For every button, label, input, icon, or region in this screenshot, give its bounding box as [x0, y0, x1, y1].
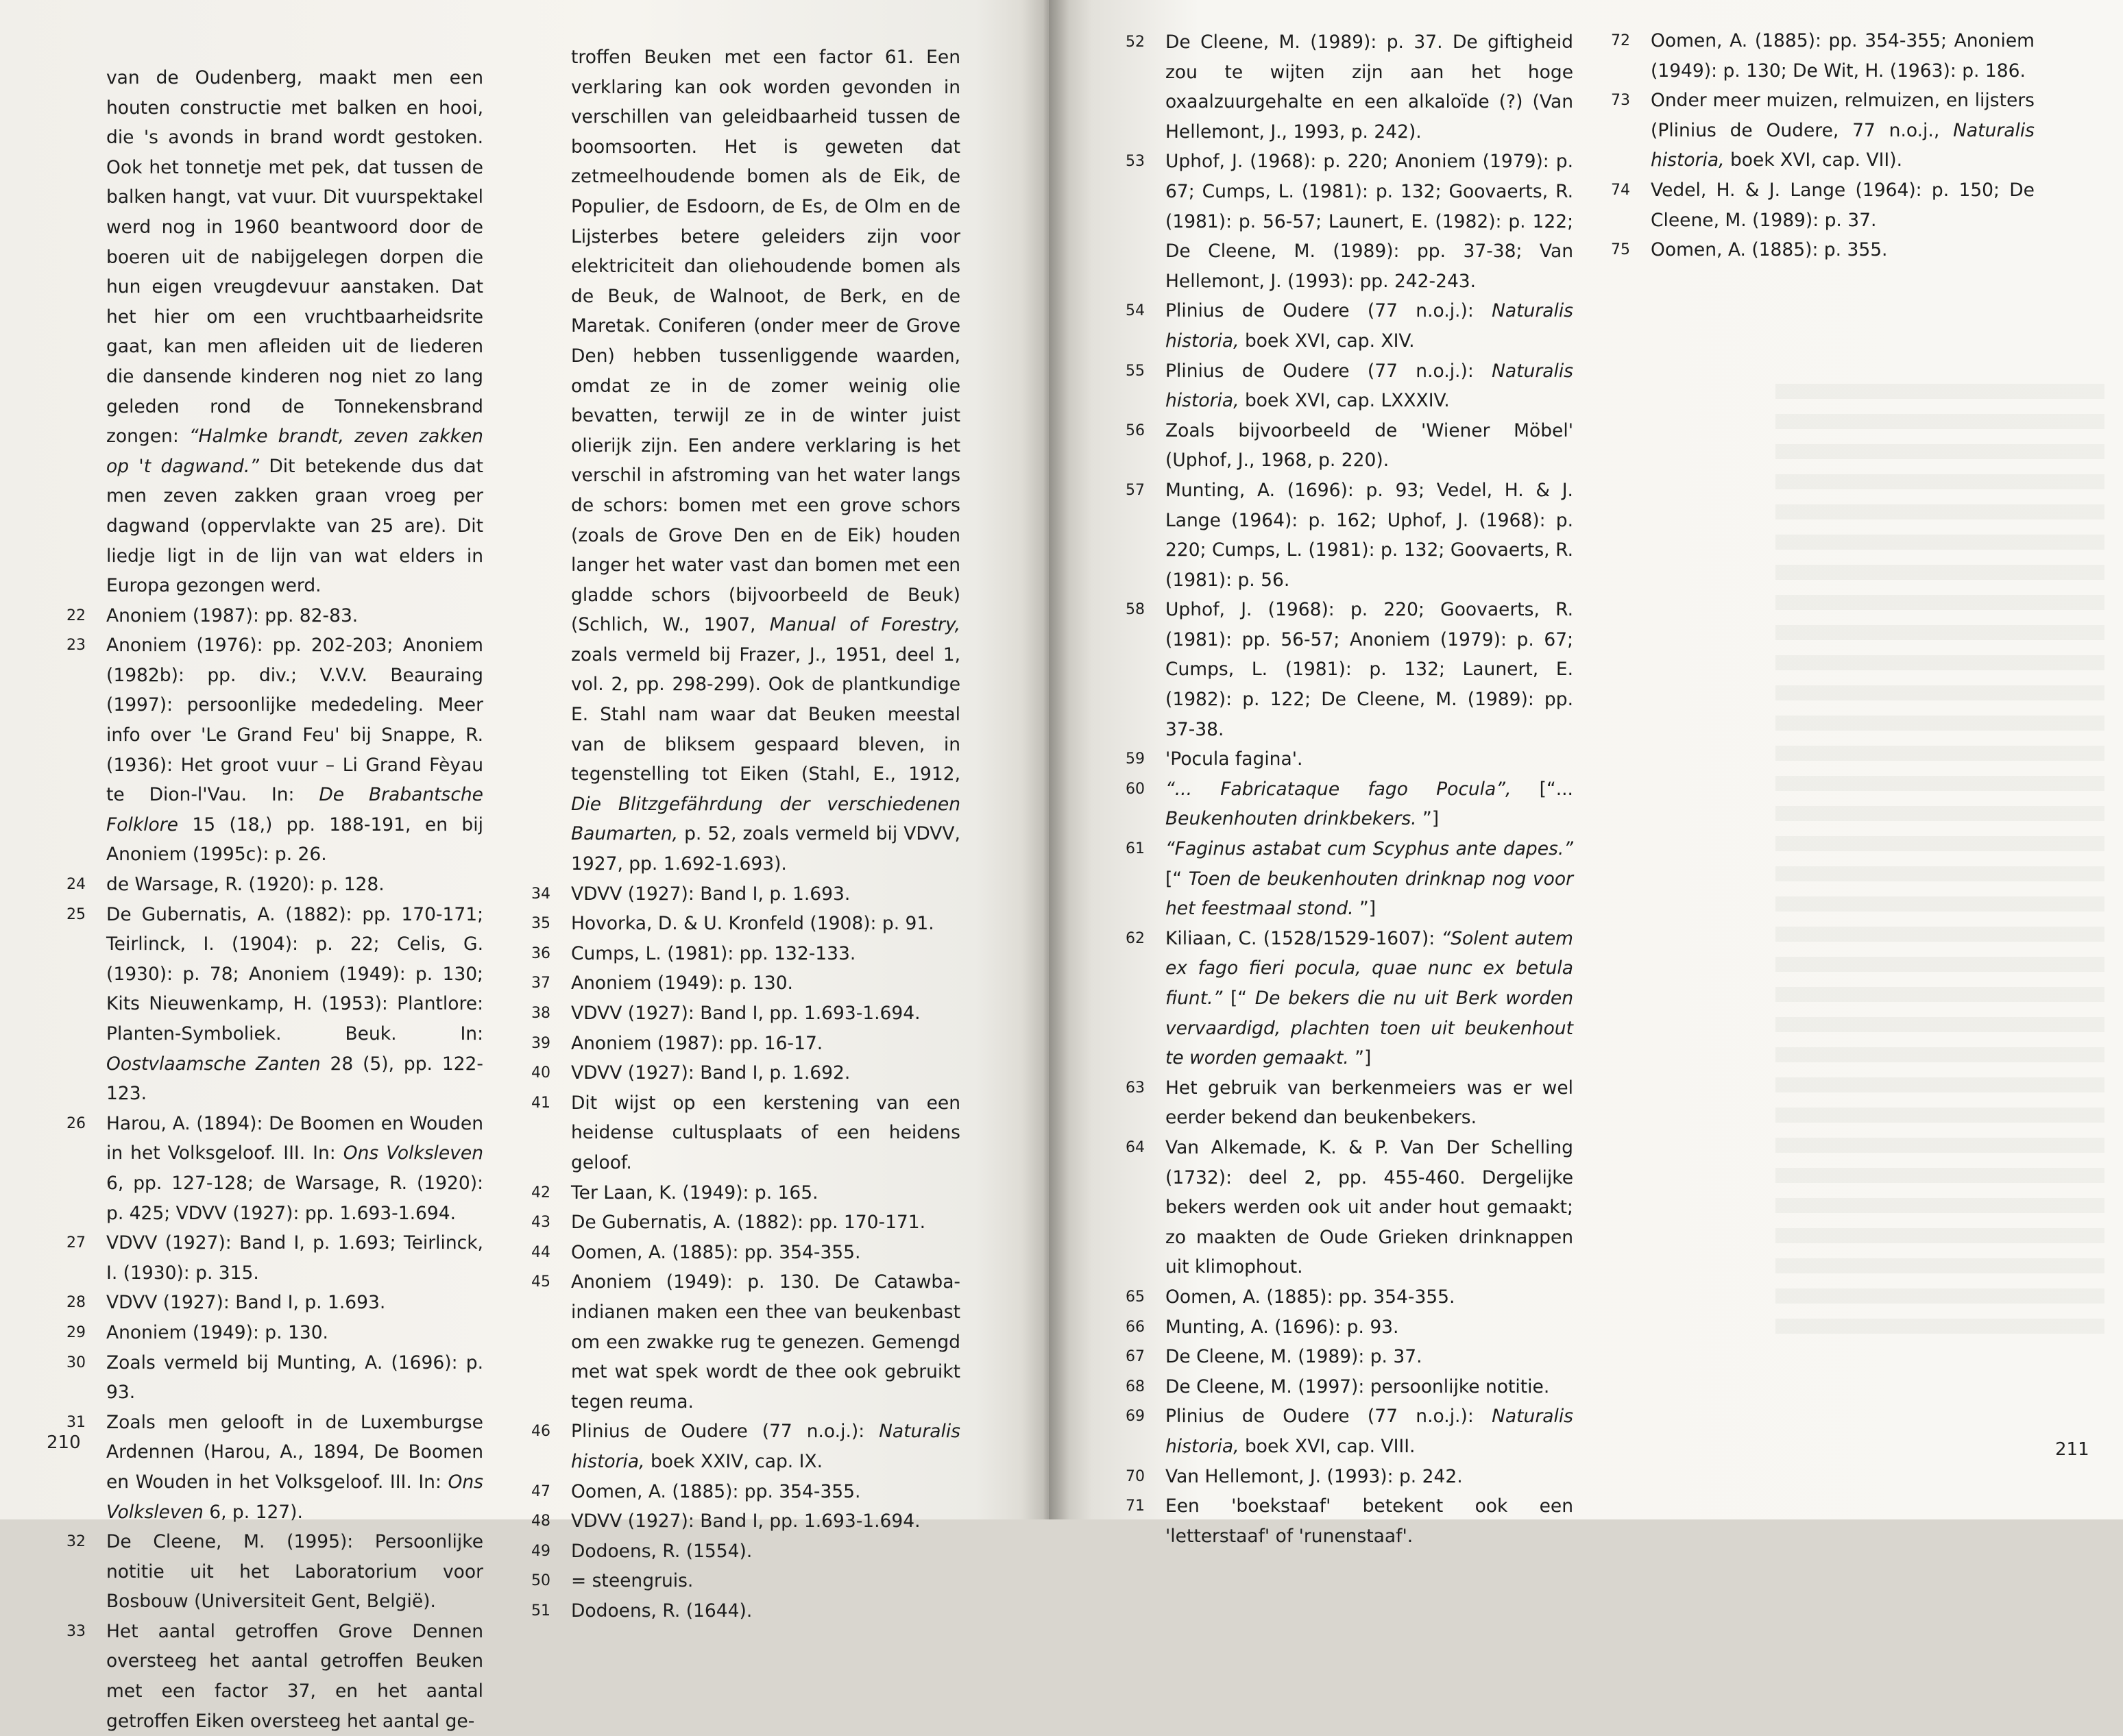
- footnote-text: [1651, 175, 2035, 235]
- body-paragraph-continued: [571, 42, 960, 879]
- footnote-text: [571, 1596, 960, 1626]
- footnote-number: 56: [1126, 421, 1145, 439]
- footnote-68: [1126, 1372, 1573, 1402]
- footnote-number: 74: [1611, 181, 1630, 199]
- footnote-54: [1126, 296, 1573, 356]
- footnote-text: [1165, 1462, 1573, 1492]
- footnote-number: 31: [66, 1413, 86, 1431]
- footnote-segment: = steengruis.: [571, 1570, 694, 1592]
- footnote-segment: Het gebruik van berkenmeiers was er wel eerder bekend dan beukenbekers.: [1165, 1077, 1573, 1129]
- footnote-segment: boek XVI, cap. XIV.: [1244, 330, 1415, 352]
- footnote-segment: Dit wijst op een kerstening van een heidense cultusplaats of een heidens geloof.: [571, 1092, 960, 1173]
- body-text: van de Oudenberg, maakt men een houten constructie met balken en hooi, die 's avonds in brand wordt gestoken. Ook het tonnetje met pek, dat tussen de balken hangt, vat vuur. Dit vuurspektakel werd nog in 1960 beantwoord door de boeren uit de nabijgelegen dorpen die hun eigen vreugdevuur aanstaken. Dat het hier om een vruchtbaarheidsrite gaat, kan men afleiden uit de liederen die dansende kinderen nog niet zo lang geleden rond de Tonnekensbrand zongen:: [106, 67, 483, 448]
- footnote-number: 72: [1611, 32, 1630, 49]
- footnote-62: [1126, 924, 1573, 1073]
- footnote-number: 29: [66, 1323, 86, 1341]
- footnote-33: [66, 1617, 483, 1736]
- footnote-text: [106, 1288, 483, 1318]
- footnote-italic: Naturalis historia,: [1165, 360, 1573, 412]
- footnote-segment: ”]: [1359, 898, 1376, 920]
- footnote-number: 52: [1126, 34, 1145, 51]
- footnote-segment: 15 (18,) pp. 188-191, en bij Anoniem (1995c): p. 26.: [106, 814, 483, 866]
- footnote-italic: Naturalis historia,: [571, 1421, 960, 1472]
- footnote-number: 71: [1126, 1497, 1145, 1515]
- right-page: [1049, 0, 2123, 1547]
- footnote-text: [1165, 296, 1573, 356]
- footnote-number: 44: [531, 1243, 550, 1261]
- footnote-36: [531, 939, 960, 969]
- footnote-75: [1611, 235, 2035, 265]
- footnote-number: 69: [1126, 1408, 1145, 1426]
- footnote-52: [1126, 27, 1573, 147]
- footnote-list: [66, 601, 483, 1736]
- footnote-text: [1165, 1342, 1573, 1372]
- footnote-50: [531, 1566, 960, 1596]
- footnote-73: [1611, 86, 2035, 175]
- footnote-number: 62: [1126, 929, 1145, 947]
- left-page: [0, 0, 1049, 1732]
- footnote-segment: boek XVI, cap. VII).: [1730, 149, 1902, 171]
- footnote-46: [531, 1417, 960, 1476]
- footnote-segment: Uphof, J. (1968): p. 220; Goovaerts, R. (1981): pp. 56-57; Anoniem (1979): p. 67; Cumps, L. (1981): p. 132; Launert, E. (1982): p. 122; De Cleene, M. (1989): pp. 37-38.: [1165, 599, 1573, 740]
- footnote-text: [106, 601, 483, 631]
- footnote-72: [1611, 26, 2035, 86]
- footnote-segment: Anoniem (1976): pp. 202-203; Anoniem (1982b): pp. div.; V.V.V. Beauraing (1997): persoonlijke mededeling. Meer info over 'Le Grand Feu' bij Snappe, R. (1936): Het groot vuur – Li Grand Fèyau te Dion-l'Vau. In:: [106, 635, 483, 806]
- footnote-segment: De Cleene, M. (1989): p. 37. De giftigheid zou te wijten zijn aan het hoge oxaalzuurgehalte en een alkaloïde (?) (Van Hellemont, J., 1993, p. 242).: [1165, 32, 1573, 143]
- footnote-71: [1126, 1491, 1573, 1551]
- footnote-35: [531, 909, 960, 939]
- left-column-1: [66, 63, 483, 1736]
- footnote-text: [571, 1029, 960, 1059]
- footnote-text: [571, 1537, 960, 1567]
- footnote-text: [571, 879, 960, 909]
- footnote-48: [531, 1506, 960, 1537]
- footnote-segment: Ter Laan, K. (1949): p. 165.: [571, 1182, 818, 1203]
- footnote-segment: VDVV (1927): Band I, pp. 1.693-1.694.: [571, 1511, 921, 1532]
- footnote-67: [1126, 1342, 1573, 1372]
- footnote-number: 23: [66, 637, 86, 655]
- footnote-number: 54: [1126, 302, 1145, 320]
- footnote-number: 47: [531, 1482, 550, 1500]
- footnote-segment: Een 'boekstaaf' betekent ook een 'letterstaaf' of 'runenstaaf'.: [1165, 1495, 1573, 1547]
- footnote-38: [531, 999, 960, 1029]
- footnote-italic: Ons Volksleven: [106, 1471, 483, 1523]
- footnote-italic: Oostvlaamsche Zanten: [106, 1053, 321, 1075]
- footnote-43: [531, 1208, 960, 1238]
- book-gutter: [1021, 0, 1069, 1519]
- footnote-segment: 28 (5), pp. 122-123.: [106, 1053, 483, 1105]
- footnote-text: [571, 939, 960, 969]
- footnote-text: [1651, 235, 2035, 265]
- footnote-text: [571, 1088, 960, 1178]
- footnote-text: [571, 1208, 960, 1238]
- footnote-segment: boek XVI, cap. VIII.: [1244, 1435, 1416, 1457]
- footnote-number: 50: [531, 1572, 550, 1590]
- footnote-segment: Vedel, H. & J. Lange (1964): p. 150; De Cleene, M. (1989): p. 37.: [1651, 179, 2035, 231]
- footnote-text: [571, 1267, 960, 1417]
- footnote-number: 66: [1126, 1318, 1145, 1336]
- footnote-30: [66, 1348, 483, 1408]
- footnote-italic: Ons Volksleven: [343, 1142, 483, 1164]
- footnote-number: 61: [1126, 840, 1145, 858]
- footnote-number: 34: [531, 885, 550, 903]
- footnote-segment: Zoals vermeld bij Munting, A. (1696): p. 93.: [106, 1352, 483, 1404]
- footnote-number: 32: [66, 1533, 86, 1551]
- footnote-italic: Naturalis historia,: [1165, 1406, 1573, 1457]
- footnote-segment: Van Alkemade, K. & P. Van Der Schelling (1732): deel 2, pp. 455-460. Dergelijke bekers werden ook uit ander hout gemaakt; zo maakten de Oude Grieken drinknappen uit klimophout.: [1165, 1136, 1573, 1278]
- footnote-segment: Anoniem (1949): p. 130.: [106, 1321, 328, 1343]
- footnote-58: [1126, 595, 1573, 744]
- footnote-70: [1126, 1462, 1573, 1492]
- footnote-segment: Kiliaan, C. (1528/1529-1607):: [1165, 927, 1435, 949]
- footnote-55: [1126, 356, 1573, 416]
- footnote-text: [1165, 416, 1573, 476]
- footnote-italic: Naturalis historia,: [1165, 300, 1573, 352]
- footnote-text: [1165, 27, 1573, 147]
- footnote-text: [106, 1109, 483, 1228]
- footnote-number: 43: [531, 1214, 550, 1232]
- footnote-number: 38: [531, 1005, 550, 1022]
- footnote-text: [106, 1318, 483, 1348]
- footnote-segment: VDVV (1927): Band I, p. 1.693.: [106, 1292, 386, 1314]
- footnote-number: 37: [531, 975, 550, 992]
- footnote-text: [1165, 1402, 1573, 1461]
- footnote-23: [66, 631, 483, 870]
- footnote-text: [571, 1417, 960, 1476]
- footnote-74: [1611, 175, 2035, 235]
- footnote-number: 28: [66, 1294, 86, 1312]
- footnote-italic: De bekers die nu uit Berk worden vervaardigd, plachten toen uit beukenhout te worden gemaakt.: [1165, 988, 1573, 1069]
- footnote-number: 63: [1126, 1079, 1145, 1097]
- footnote-segment: [“...: [1539, 778, 1573, 800]
- footnote-64: [1126, 1133, 1573, 1282]
- footnote-53: [1126, 147, 1573, 296]
- footnote-italic: Naturalis historia,: [1651, 119, 2035, 171]
- footnote-italic: Toen de beukenhouten drinknap nog voor het feestmaal stond.: [1165, 868, 1573, 920]
- footnote-51: [531, 1596, 960, 1626]
- footnote-text: [571, 909, 960, 939]
- footnote-number: 24: [66, 876, 86, 894]
- footnote-segment: Van Hellemont, J. (1993): p. 242.: [1165, 1465, 1463, 1487]
- song-quote: “Halmke brandt, zeven zakken op 't dagwand.”: [106, 426, 483, 477]
- footnote-segment: Anoniem (1987): pp. 16-17.: [571, 1032, 823, 1054]
- footnote-segment: Harou, A. (1894): De Boomen en Wouden in het Volksgeloof. III. In:: [106, 1112, 483, 1164]
- footnote-segment: Het aantal getroffen Grove Dennen oversteeg het aantal getroffen Beuken met een factor 37, en het aantal getroffen Eiken oversteeg het aantal ge-: [106, 1620, 483, 1732]
- footnote-text: [571, 1178, 960, 1208]
- footnote-segment: Zoals men gelooft in de Luxemburgse Ardennen (Harou, A., 1894, De Boomen en Wouden in het Volksgeloof. III. In:: [106, 1411, 483, 1493]
- footnote-segment: Onder meer muizen, relmuizen, en lijsters (Plinius de Oudere, 77 n.o.j.,: [1651, 90, 2035, 141]
- footnote-segment: De Cleene, M. (1989): p. 37.: [1165, 1346, 1422, 1368]
- footnote-66: [1126, 1312, 1573, 1343]
- footnote-text: [1165, 595, 1573, 744]
- footnote-number: 64: [1126, 1138, 1145, 1156]
- footnote-34: [531, 879, 960, 909]
- footnote-text: [1651, 26, 2035, 86]
- footnote-italic: “... Fabricataque fago Pocula”,: [1165, 778, 1512, 800]
- footnote-segment: Anoniem (1949): p. 130. De Catawba-indianen maken een thee van beukenbast om een zwakke rug te genezen. Gemengd met wat spek wordt de thee ook gebruikt tegen reuma.: [571, 1271, 960, 1413]
- footnote-segment: Plinius de Oudere (77 n.o.j.):: [1165, 1406, 1474, 1428]
- footnote-number: 55: [1126, 362, 1145, 380]
- footnote-56: [1126, 416, 1573, 476]
- footnote-28: [66, 1288, 483, 1318]
- footnote-segment: Dodoens, R. (1644).: [571, 1600, 753, 1622]
- footnote-59: [1126, 744, 1573, 774]
- footnote-47: [531, 1477, 960, 1507]
- footnote-segment: [“: [1230, 988, 1248, 1009]
- footnote-segment: Anoniem (1987): pp. 82-83.: [106, 604, 359, 626]
- footnote-number: 39: [531, 1034, 550, 1052]
- footnote-list: [1126, 27, 1573, 1551]
- footnote-text: [571, 1058, 960, 1088]
- footnote-text: [571, 1506, 960, 1537]
- footnote-number: 73: [1611, 92, 1630, 110]
- body-text-end: Dit betekende dus dat men zeven zakken graan vroeg per dagwand (oppervlakte van 25 are). Dit liedje ligt in de lijn van wat elders in Europa gezongen werd.: [106, 455, 483, 597]
- footnote-segment: Oomen, A. (1885): pp. 354-355; Anoniem (1949): p. 130; De Wit, H. (1963): p. 186.: [1651, 30, 2035, 82]
- footnote-segment: De Gubernatis, A. (1882): pp. 170-171; Teirlinck, I. (1904): p. 22; Celis, G. (1930): p. 78; Anoniem (1949): p. 130; Kits Nieuwenkamp, H. (1953): Plantlore: Planten-Symboliek. Beuk. In:: [106, 903, 483, 1044]
- footnote-44: [531, 1238, 960, 1268]
- footnote-60: [1126, 774, 1573, 834]
- footnote-number: 45: [531, 1273, 550, 1291]
- footnote-number: 60: [1126, 780, 1145, 798]
- footnote-italic: “Solent autem ex fago fieri pocula, quae nunc ex betula fiunt.”: [1165, 927, 1573, 1009]
- footnote-text: [571, 999, 960, 1029]
- footnote-number: 51: [531, 1602, 550, 1619]
- footnote-segment: Cumps, L. (1981): pp. 132-133.: [571, 942, 856, 964]
- right-column-1: [1126, 27, 1573, 1551]
- footnote-text: [106, 1228, 483, 1288]
- footnote-text: [1165, 834, 1573, 924]
- footnote-text: [1165, 476, 1573, 595]
- footnote-segment: VDVV (1927): Band I, p. 1.692.: [571, 1062, 851, 1084]
- footnote-39: [531, 1029, 960, 1059]
- footnote-segment: Oomen, A. (1885): p. 355.: [1651, 239, 1888, 261]
- footnote-number: 67: [1126, 1348, 1145, 1366]
- footnote-segment: Plinius de Oudere (77 n.o.j.):: [1165, 360, 1474, 382]
- footnote-22: [66, 601, 483, 631]
- footnote-number: 58: [1126, 601, 1145, 619]
- footnote-text: [571, 1477, 960, 1507]
- footnote-segment: 'Pocula fagina'.: [1165, 748, 1303, 770]
- footnote-segment: VDVV (1927): Band I, p. 1.693.: [571, 883, 851, 905]
- footnote-text: [1165, 744, 1573, 774]
- page-number-right: 211: [2055, 1439, 2089, 1460]
- footnote-text: [1165, 774, 1573, 834]
- footnote-segment: 6, pp. 127-128; de Warsage, R. (1920): p. 425; VDVV (1927): pp. 1.693-1.694.: [106, 1172, 483, 1224]
- footnote-number: 40: [531, 1064, 550, 1082]
- footnote-list: [1611, 26, 2035, 265]
- footnote-segment: Hovorka, D. & U. Kronfeld (1908): p. 91.: [571, 913, 934, 935]
- footnote-segment: de Warsage, R. (1920): p. 128.: [106, 874, 385, 896]
- footnote-number: 68: [1126, 1378, 1145, 1395]
- right-column-2: [1611, 26, 2035, 265]
- footnote-segment: Oomen, A. (1885): pp. 354-355.: [571, 1480, 861, 1502]
- footnote-segment: Oomen, A. (1885): pp. 354-355.: [1165, 1286, 1455, 1308]
- footnote-text: [1165, 1133, 1573, 1282]
- footnote-number: 70: [1126, 1467, 1145, 1485]
- page-number-left: 210: [47, 1432, 81, 1453]
- footnote-text: [106, 1617, 483, 1736]
- footnote-65: [1126, 1282, 1573, 1312]
- footnote-italic: De Brabantsche Folklore: [106, 784, 483, 835]
- footnote-text: [571, 1238, 960, 1268]
- footnote-number: 48: [531, 1513, 550, 1530]
- footnote-number: 27: [66, 1234, 86, 1252]
- footnote-segment: VDVV (1927): Band I, pp. 1.693-1.694.: [571, 1003, 921, 1024]
- footnote-text: [571, 1566, 960, 1596]
- footnote-69: [1126, 1402, 1573, 1461]
- footnote-segment: VDVV (1927): Band I, p. 1.693; Teirlinck, I. (1930): p. 315.: [106, 1232, 483, 1284]
- footnote-segment: Plinius de Oudere (77 n.o.j.):: [571, 1421, 865, 1443]
- footnote-number: 25: [66, 905, 86, 923]
- body-paragraph: [106, 63, 483, 601]
- footnote-text: [1165, 1312, 1573, 1343]
- footnote-number: 75: [1611, 241, 1630, 259]
- footnote-number: 49: [531, 1542, 550, 1560]
- footnote-text: [106, 1527, 483, 1617]
- footnote-32: [66, 1527, 483, 1617]
- footnote-text: [1165, 1372, 1573, 1402]
- footnote-segment: ”]: [1355, 1047, 1372, 1069]
- body-text: troffen Beuken met een factor 61. Een verklaring kan ook worden gevonden in verschillen van geleidbaarheid tussen de boomsoorten. Het is geweten dat zetmeelhoudende bomen als de Eik, de Populier, de Esdoorn, de Es, de Olm en de Lijsterbes betere geleiders zijn voor elektriciteit dan oliehoudende bomen als de Beuk, de Walnoot, de Berk, en de Maretak. Coniferen (onder meer de Grove Den) hebben tussenliggende waarden, omdat ze in de zomer weinig olie bevatten, terwijl ze in de winter juist olierijk zijn. Een andere verklaring is het verschil in afstroming van het water langs de schors: bomen met een grove schors (zoals de Grove Den en de Eik) houden langer het water vast dan bomen met een gladde schors (bijvoorbeeld de Beuk) (Schlich, W., 1907,: [571, 47, 960, 636]
- footnote-segment: De Gubernatis, A. (1882): pp. 170-171.: [571, 1212, 926, 1234]
- footnote-number: 42: [531, 1184, 550, 1201]
- footnote-text: [1165, 1491, 1573, 1551]
- footnote-number: 36: [531, 944, 550, 962]
- footnote-number: 53: [1126, 153, 1145, 171]
- footnote-41: [531, 1088, 960, 1178]
- footnote-number: 26: [66, 1114, 86, 1132]
- footnote-number: 22: [66, 607, 86, 624]
- footnote-segment: Anoniem (1949): p. 130.: [571, 973, 793, 994]
- footnote-text: [1651, 86, 2035, 175]
- footnote-37: [531, 968, 960, 999]
- footnote-42: [531, 1178, 960, 1208]
- footnote-segment: Zoals bijvoorbeeld de 'Wiener Möbel' (Uphof, J., 1968, p. 220).: [1165, 419, 1573, 472]
- footnote-segment: Dodoens, R. (1554).: [571, 1540, 753, 1562]
- footnote-text: [1165, 924, 1573, 1073]
- book-title: Die Blitzgefährdung der verschiedenen Baumarten,: [571, 793, 960, 845]
- footnote-segment: De Cleene, M. (1997): persoonlijke notitie.: [1165, 1376, 1550, 1397]
- footnote-text: [1165, 1073, 1573, 1133]
- footnote-italic: “Faginus astabat cum Scyphus ante dapes.”: [1165, 838, 1573, 860]
- footnote-number: 65: [1126, 1288, 1145, 1306]
- body-text: p. 52, zoals vermeld bij VDVV, 1927, pp. 1.692-1.693).: [571, 823, 960, 875]
- footnote-49: [531, 1537, 960, 1567]
- footnote-segment: boek XVI, cap. LXXXIV.: [1244, 390, 1450, 412]
- footnote-segment: De Cleene, M. (1995): Persoonlijke notitie uit het Laboratorium voor Bosbouw (Universiteit Gent, België).: [106, 1531, 483, 1613]
- footnote-text: [1165, 356, 1573, 416]
- footnote-63: [1126, 1073, 1573, 1133]
- footnote-text: [106, 631, 483, 870]
- footnote-segment: 6, p. 127).: [209, 1501, 303, 1523]
- footnote-number: 35: [531, 915, 550, 933]
- footnote-31: [66, 1408, 483, 1527]
- footnote-number: 59: [1126, 750, 1145, 768]
- footnote-text: [106, 870, 483, 900]
- footnote-text: [106, 1348, 483, 1408]
- footnote-61: [1126, 834, 1573, 924]
- footnote-text: [106, 900, 483, 1109]
- footnote-segment: Munting, A. (1696): p. 93; Vedel, H. & J. Lange (1964): p. 162; Uphof, J. (1968): p. 220; Cumps, L. (1981): p. 132; Goovaerts, R. (1981): p. 56.: [1165, 479, 1573, 591]
- footnote-number: 33: [66, 1622, 86, 1640]
- footnote-29: [66, 1318, 483, 1348]
- footnote-text: [1165, 147, 1573, 296]
- footnote-segment: Oomen, A. (1885): pp. 354-355.: [571, 1241, 861, 1263]
- bleed-through-texture: [1775, 384, 2104, 1343]
- footnote-26: [66, 1109, 483, 1228]
- footnote-27: [66, 1228, 483, 1288]
- footnote-segment: Plinius de Oudere (77 n.o.j.):: [1165, 300, 1474, 322]
- footnote-text: [106, 1408, 483, 1527]
- footnote-text: [1165, 1282, 1573, 1312]
- left-column-2: [531, 42, 960, 1626]
- footnote-segment: [“: [1165, 868, 1182, 890]
- footnote-45: [531, 1267, 960, 1417]
- footnote-40: [531, 1058, 960, 1088]
- footnote-segment: boek XXIV, cap. IX.: [650, 1450, 823, 1472]
- footnote-number: 57: [1126, 481, 1145, 499]
- book-title: Manual of Forestry,: [769, 614, 960, 636]
- footnote-number: 41: [531, 1094, 550, 1112]
- footnote-number: 46: [531, 1423, 550, 1441]
- body-text: zoals vermeld bij Frazer, J., 1951, deel 1, vol. 2, pp. 298-299). Ook de plantkundige E. Stahl nam waar dat Beuken meestal van de bliksem gespaard bleven, in tegenstelling tot Eiken (Stahl, E., 1912,: [571, 644, 960, 785]
- footnote-text: [571, 968, 960, 999]
- footnote-italic: Beukenhouten drinkbekers.: [1165, 808, 1417, 830]
- footnote-segment: ”]: [1422, 808, 1440, 830]
- footnote-list: [531, 879, 960, 1626]
- footnote-57: [1126, 476, 1573, 595]
- footnote-24: [66, 870, 483, 900]
- footnote-number: 30: [66, 1354, 86, 1371]
- footnote-segment: Uphof, J. (1968): p. 220; Anoniem (1979): p. 67; Cumps, L. (1981): p. 132; Goovaerts, R. (1981): p. 56-57; Launert, E. (1982): p. 122; De Cleene, M. (1989): pp. 37-38; Van Hellemont, J. (1993): pp. 242-243.: [1165, 151, 1573, 292]
- footnote-segment: Munting, A. (1696): p. 93.: [1165, 1316, 1399, 1338]
- footnote-25: [66, 900, 483, 1109]
